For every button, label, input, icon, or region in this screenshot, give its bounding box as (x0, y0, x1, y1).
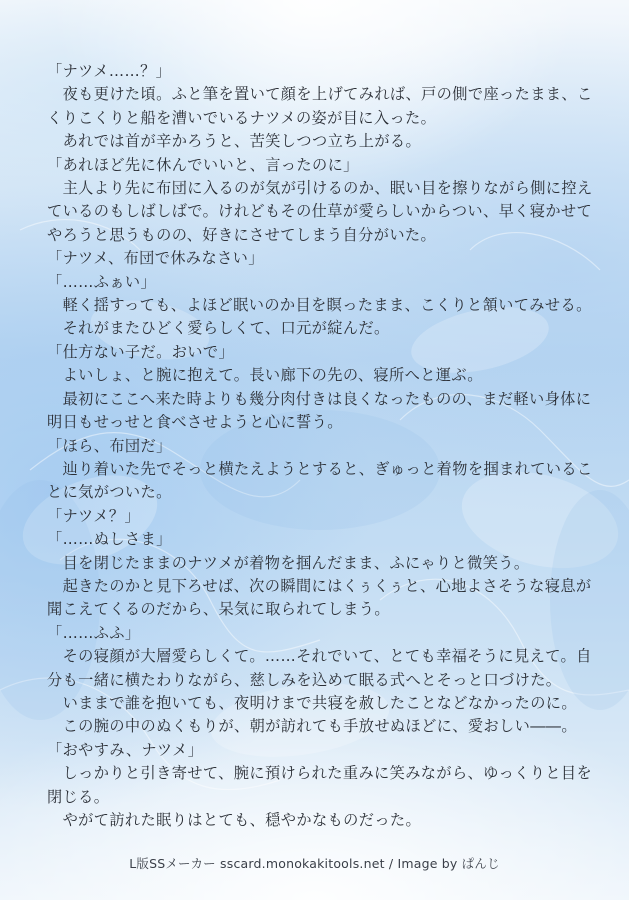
story-line: 主人より先に布団に入るのが気が引けるのか、眠い目を擦りながら側に控えているのもしばしばで。けれどもその仕草が愛らしいからつい、早く寝かせてやろうと思うものの、好きにさせてしまう自分がいた。 (47, 179, 593, 244)
story-line: やがて訪れた眠りはとても、穏やかなものだった。 (47, 811, 422, 829)
story-line: 目を閉じたままのナツメが着物を掴んだまま、ふにゃりと微笑う。 (47, 553, 530, 572)
story-line: 最初にここへ来た時よりも幾分肉付きは良くなったものの、まだ軽い身体に明日もせっせと食べさせようと心に誓う。 (47, 389, 592, 432)
story-line: よいしょ、と腕に抱えて。長い廊下の先の、寝所へと運ぶ。 (47, 366, 483, 385)
story-line: その寝顔が大層愛らしくて。……それでいて、とても幸福そうに見えて。自分も一緒に横たわりながら、慈しみを込めて眠る式へとそっと口づけた。 (47, 647, 592, 689)
story-line: 軽く揺すっても、よほど眠いのか目を瞑ったまま、こくりと頷いてみせる。 (47, 296, 592, 315)
story-line: 「仕方ない子だ。おいで」 (47, 342, 235, 361)
story-line: 「ナツメ……？」 (47, 62, 172, 80)
story-line: しっかりと引き寄せて、腕に預けられた重みに笑みながら、ゆっくりと目を閉じる。 (47, 764, 593, 806)
story-line: 「……ふふ」 (47, 623, 141, 642)
story-line: 「ナツメ？」 (47, 506, 141, 525)
story-line: 「ほら、布団だ」 (47, 436, 172, 455)
story-line: 「あれほど先に休んでいいと、言ったのに」 (47, 155, 359, 174)
story-text (47, 60, 597, 832)
story-line: 「おやすみ、ナツメ」 (47, 740, 204, 759)
story-line: あれでは首が辛かろうと、苦笑しつつ立ち上がる。 (47, 132, 422, 151)
story-line: 夜も更けた頃。ふと筆を置いて顔を上げてみれば、戸の側で座ったまま、こくりこくりと船を漕いでいるナツメの姿が目に入った。 (47, 85, 593, 127)
story-line: いままで誰を抱いても、夜明けまで共寝を赦したことなどなかったのに。 (47, 693, 577, 712)
credit-footer: L版SSメーカー sscard.monokakitools.net / Image by ぱんじ (129, 856, 500, 871)
story-line: 「……ふぁい」 (47, 272, 157, 291)
story-line: この腕の中のぬくもりが、朝が訪れても手放せぬほどに、愛おしい――。 (47, 717, 577, 736)
story-line: それがまたひどく愛らしくて、口元が綻んだ。 (47, 319, 390, 338)
story-line: 「ナツメ、布団で休みなさい」 (47, 249, 264, 268)
story-line: 「……ぬしさま」 (47, 530, 172, 549)
story-line: 辿り着いた先でそっと横たえようとすると、ぎゅっと着物を掴まれていることに気がついた。 (47, 459, 593, 502)
story-line: 起きたのかと見下ろせば、次の瞬間にはくぅくぅと、心地よさそうな寝息が聞こえてくるのだから、呆気に取られてしまう。 (47, 576, 592, 619)
